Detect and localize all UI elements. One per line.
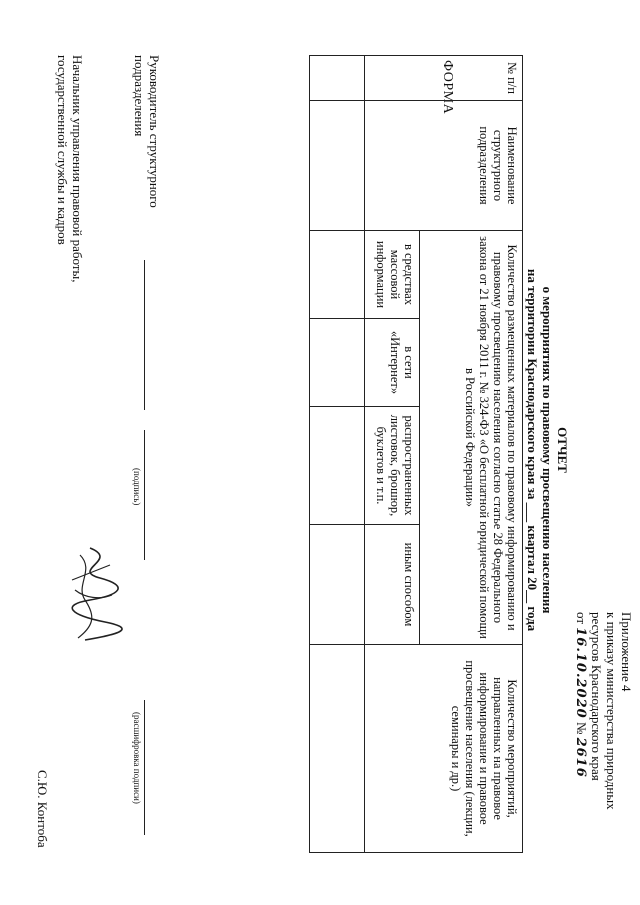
report-title — [525, 200, 570, 700]
title-line-3: на территории Краснодарского края за ___ квартал 20__ года — [525, 268, 540, 632]
signature-line — [144, 260, 145, 410]
decode-hint: (расшифровка подписи) — [132, 712, 142, 804]
cell-empty — [310, 101, 365, 231]
cell-empty — [310, 231, 365, 319]
appendix-line-4 — [573, 612, 589, 882]
subheader-leaflets: распространенных листовок, брошюр, буклетов и т.п. — [365, 407, 420, 525]
table-row — [310, 56, 365, 853]
subheader-internet: в сети «Интернет» — [365, 319, 420, 407]
header-name: Наименование структурного подразделения — [365, 101, 523, 231]
appendix-line-2: к приказу министерства природных — [604, 612, 619, 810]
subheader-other: иным способом — [365, 525, 420, 645]
form-label: ФОРМА — [440, 60, 455, 115]
handwritten-signature — [55, 540, 130, 650]
decode-line — [144, 700, 145, 835]
signature-hint: (подпись) — [132, 468, 142, 506]
header-num: № п/п — [365, 56, 523, 101]
table-header-row — [420, 56, 523, 853]
chief-name: С.Ю. Контоба — [35, 770, 50, 848]
cell-empty — [310, 56, 365, 101]
title-line-2: о мероприятиях по правовому просвещению населения — [540, 286, 555, 614]
title-line-1: ОТЧЕТ — [555, 427, 570, 473]
cell-empty — [310, 525, 365, 645]
handwritten-number: 2616 — [573, 737, 588, 778]
cell-empty — [310, 407, 365, 525]
signature-scribble-icon — [60, 540, 130, 650]
appendix-line-3: ресурсов Краснодарского края — [589, 612, 604, 781]
signature-line — [144, 430, 145, 560]
header-materials: Количество размещенных материалов по правовому информированию и правовому просвещению населения согласно статье 28 Федерального закона от 21 ноября 2011 г. № 324-ФЗ «О бесплатной юридической помощи в Российской Федерации» — [420, 231, 523, 645]
appendix-block — [573, 612, 634, 882]
number-prefix: № — [574, 721, 589, 735]
handwritten-date: 16.10.2020 — [573, 627, 588, 719]
cell-empty — [310, 645, 365, 853]
cell-empty — [310, 319, 365, 407]
from-prefix: от — [574, 612, 589, 625]
header-events: Количество мероприятий, направленных на правовое информирование и правовое просвещение населения (лекции, семинары и др.) — [365, 645, 523, 853]
subheader-media: в средствах массовой информации — [365, 231, 420, 319]
head-role: Руководитель структурного подразделения — [132, 55, 162, 208]
report-table — [309, 55, 523, 853]
appendix-line-1: Приложение 4 — [619, 612, 634, 692]
chief-role: Начальник управления правовой работы, государственной службы и кадров — [55, 55, 85, 283]
